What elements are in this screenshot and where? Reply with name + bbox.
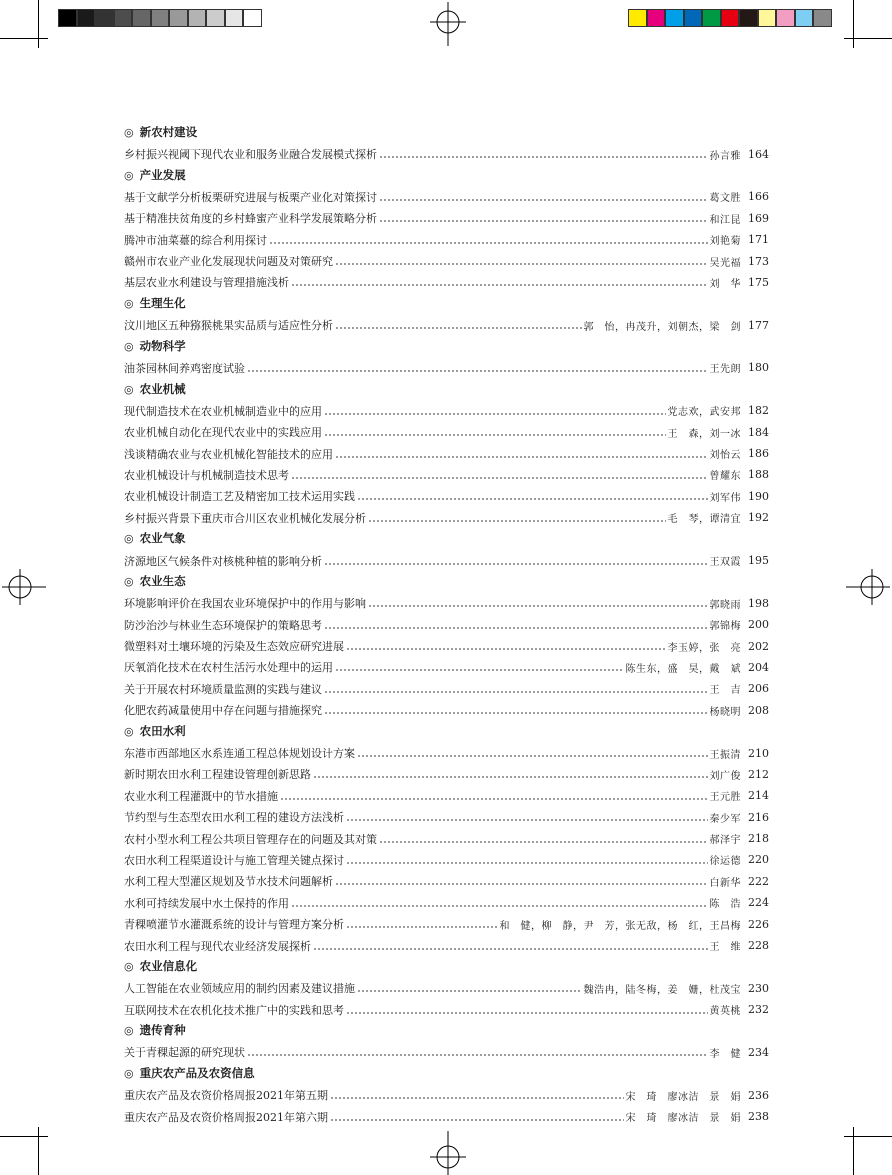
color-swatch bbox=[169, 9, 188, 27]
section-heading bbox=[124, 956, 769, 977]
toc-entry[interactable] bbox=[124, 250, 769, 271]
article-title: 汶川地区五种猕猴桃果实品质与适应性分析 bbox=[124, 319, 333, 333]
article-author: 李 健 bbox=[709, 1048, 741, 1060]
section-title-text: 生理生化 bbox=[139, 296, 186, 311]
dot-leader bbox=[335, 883, 708, 885]
article-author: 陈生东，盛 昊，戴 斌 bbox=[625, 663, 741, 675]
section-heading bbox=[124, 293, 769, 314]
dot-leader bbox=[357, 755, 708, 757]
article-title: 现代制造技术在农业机械制造业中的应用 bbox=[124, 404, 322, 418]
section-heading bbox=[124, 1020, 769, 1041]
page-number: 182 bbox=[748, 404, 769, 418]
article-title: 厌氧消化技术在农村生活污水处理中的运用 bbox=[124, 661, 333, 675]
article-title: 防沙治沙与林业生态环境保护的策略思考 bbox=[124, 618, 322, 632]
bullseye-icon: ◎ bbox=[124, 126, 134, 139]
dot-leader bbox=[269, 242, 708, 244]
article-author: 宋 琦 廖冰洁 景 娟 bbox=[625, 1091, 741, 1103]
dot-leader bbox=[346, 926, 498, 928]
color-swatch bbox=[647, 9, 666, 27]
section-heading bbox=[124, 122, 769, 143]
toc-entry[interactable] bbox=[124, 186, 769, 207]
crop-mark-bl-v bbox=[38, 1127, 39, 1175]
page-number: 204 bbox=[748, 660, 769, 674]
color-swatch bbox=[58, 9, 77, 27]
page-number: 175 bbox=[748, 275, 769, 289]
color-swatch bbox=[684, 9, 703, 27]
section-title-text: 农业气象 bbox=[139, 531, 186, 546]
toc-entry[interactable] bbox=[124, 1042, 769, 1063]
bullseye-icon: ◎ bbox=[124, 339, 134, 353]
registration-mark-top bbox=[430, 2, 466, 46]
page-number: 200 bbox=[748, 618, 769, 632]
article-author: 刘艳菊 bbox=[709, 236, 741, 248]
section-heading bbox=[124, 1063, 769, 1084]
toc-entry[interactable] bbox=[124, 486, 769, 507]
color-swatch bbox=[77, 9, 96, 27]
dot-leader bbox=[291, 477, 708, 479]
article-author: 郝泽宇 bbox=[709, 835, 741, 847]
toc-entry[interactable] bbox=[124, 1106, 769, 1127]
toc-entry[interactable] bbox=[124, 785, 769, 806]
article-title: 腾冲市油菜薹的综合利用探讨 bbox=[124, 233, 267, 247]
dot-leader bbox=[379, 841, 708, 843]
color-swatch bbox=[665, 9, 684, 27]
dot-leader bbox=[324, 413, 666, 415]
article-title: 关于开展农村环境质量监测的实践与建议 bbox=[124, 682, 322, 696]
crop-mark-tl-v bbox=[38, 0, 39, 48]
page-number: 232 bbox=[748, 1003, 769, 1017]
dot-leader bbox=[379, 156, 708, 158]
bullseye-icon: ◎ bbox=[124, 297, 134, 311]
crop-mark-tr-h bbox=[844, 38, 892, 39]
dot-leader bbox=[379, 199, 708, 201]
section-title-text: 重庆农产品及农资信息 bbox=[139, 1066, 255, 1081]
toc-entry[interactable] bbox=[124, 635, 769, 656]
dot-leader bbox=[324, 712, 708, 714]
page-number: 212 bbox=[748, 767, 769, 781]
section-heading bbox=[124, 571, 769, 592]
registration-mark-right bbox=[846, 569, 890, 605]
color-swatch bbox=[132, 9, 151, 27]
dot-leader bbox=[368, 605, 708, 607]
article-title: 农村小型水利工程公共项目管理存在的问题及其对策 bbox=[124, 832, 377, 846]
color-swatch bbox=[151, 9, 170, 27]
article-author: 魏浩冉，陆冬梅，姜 姗，杜茂宝 bbox=[583, 984, 741, 996]
color-swatch bbox=[114, 9, 133, 27]
article-author: 党志欢，武安邦 bbox=[667, 407, 741, 419]
section-heading bbox=[124, 721, 769, 742]
article-author: 白新华 bbox=[709, 877, 741, 889]
dot-leader bbox=[324, 627, 708, 629]
bullseye-icon: ◎ bbox=[124, 1024, 134, 1038]
dot-leader bbox=[247, 370, 708, 372]
article-title: 化肥农药减量使用中存在问题与措施探究 bbox=[124, 704, 322, 718]
toc-entry[interactable] bbox=[124, 913, 769, 934]
dot-leader bbox=[346, 862, 708, 864]
section-title-text: 动物科学 bbox=[139, 338, 186, 353]
article-title: 东港市西部地区水系连通工程总体规划设计方案 bbox=[124, 747, 355, 761]
registration-mark-left bbox=[2, 569, 46, 605]
process-color-bar bbox=[628, 9, 832, 27]
dot-leader bbox=[335, 263, 708, 265]
dot-leader bbox=[335, 327, 582, 329]
dot-leader bbox=[335, 669, 624, 671]
article-author: 吴光福 bbox=[709, 257, 741, 269]
page-number: 234 bbox=[748, 1045, 769, 1059]
toc-entry[interactable] bbox=[124, 892, 769, 913]
dot-leader bbox=[379, 220, 708, 222]
toc-entry[interactable] bbox=[124, 443, 769, 464]
article-title: 农业机械设计与机械制造技术思考 bbox=[124, 468, 289, 482]
article-title: 济源地区气候条件对核桃种植的影响分析 bbox=[124, 554, 322, 568]
article-author: 王 吉 bbox=[709, 685, 741, 697]
color-swatch bbox=[776, 9, 795, 27]
crop-mark-br-v bbox=[853, 1127, 854, 1175]
dot-leader bbox=[280, 798, 708, 800]
page-number: 198 bbox=[748, 596, 769, 610]
crop-mark-br-h bbox=[844, 1136, 892, 1137]
toc-entry[interactable] bbox=[124, 208, 769, 229]
grayscale-color-bar bbox=[58, 9, 262, 27]
article-author: 徐运德 bbox=[709, 856, 741, 868]
section-heading bbox=[124, 336, 769, 357]
section-title-text: 产业发展 bbox=[139, 167, 186, 182]
page-number: 226 bbox=[748, 917, 769, 931]
article-author: 郭晓雨 bbox=[709, 599, 741, 611]
bullseye-icon: ◎ bbox=[124, 382, 134, 396]
color-swatch bbox=[795, 9, 814, 27]
article-author: 王振清 bbox=[709, 749, 741, 761]
article-title: 水利可持续发展中水土保持的作用 bbox=[124, 896, 289, 910]
article-author: 曾耀东 bbox=[709, 471, 741, 483]
article-title: 浅谈精确农业与农业机械化智能技术的应用 bbox=[124, 447, 333, 461]
page-number: 186 bbox=[748, 447, 769, 461]
toc-entry[interactable] bbox=[124, 614, 769, 635]
page-number: 216 bbox=[748, 810, 769, 824]
registration-mark-bottom bbox=[430, 1131, 466, 1175]
page-number: 214 bbox=[748, 789, 769, 803]
toc-entry[interactable] bbox=[124, 807, 769, 828]
article-title: 重庆农产品及农资价格周报2021年第六期 bbox=[124, 1110, 328, 1124]
section-title-text: 农田水利 bbox=[139, 723, 186, 738]
dot-leader bbox=[357, 498, 708, 500]
page-number: 180 bbox=[748, 361, 769, 375]
bullseye-icon: ◎ bbox=[124, 575, 134, 589]
article-author: 和江昆 bbox=[709, 214, 741, 226]
article-author: 秦少军 bbox=[709, 813, 741, 825]
dot-leader bbox=[247, 1054, 708, 1056]
page-number: 177 bbox=[748, 318, 769, 332]
dot-leader bbox=[330, 1119, 624, 1121]
article-author: 王 森，刘一冰 bbox=[667, 428, 741, 440]
page-number: 218 bbox=[748, 832, 769, 846]
page-number: 224 bbox=[748, 896, 769, 910]
article-title: 农业机械设计制造工艺及精密加工技术运用实践 bbox=[124, 490, 355, 504]
dot-leader bbox=[324, 691, 708, 693]
page-number: 188 bbox=[748, 468, 769, 482]
page-number: 208 bbox=[748, 703, 769, 717]
toc-entry[interactable] bbox=[124, 400, 769, 421]
dot-leader bbox=[313, 776, 708, 778]
article-title: 关于青稞起源的研究现状 bbox=[124, 1046, 245, 1060]
color-swatch bbox=[758, 9, 777, 27]
section-title-text: 农业信息化 bbox=[139, 959, 198, 974]
toc-entry[interactable] bbox=[124, 871, 769, 892]
section-heading bbox=[124, 379, 769, 400]
article-author: 李玉婷，张 亮 bbox=[667, 642, 741, 654]
bullseye-icon: ◎ bbox=[124, 532, 134, 546]
page-number: 236 bbox=[748, 1088, 769, 1102]
article-author: 刘广俊 bbox=[709, 770, 741, 782]
page-number: 228 bbox=[748, 939, 769, 953]
toc-entry[interactable] bbox=[124, 657, 769, 678]
toc-entry[interactable] bbox=[124, 143, 769, 164]
table-of-contents bbox=[124, 122, 769, 1127]
page-number: 166 bbox=[748, 190, 769, 204]
toc-entry[interactable] bbox=[124, 935, 769, 956]
toc-entry[interactable] bbox=[124, 550, 769, 571]
article-title: 人工智能在农业领域应用的制约因素及建议措施 bbox=[124, 982, 355, 996]
article-title: 基层农业水利建设与管理措施浅析 bbox=[124, 276, 289, 290]
toc-entry[interactable] bbox=[124, 421, 769, 442]
article-title: 油茶园林间养鸡密度试验 bbox=[124, 361, 245, 375]
dot-leader bbox=[368, 520, 666, 522]
dot-leader bbox=[335, 456, 708, 458]
article-title: 农田水利工程与现代农业经济发展探析 bbox=[124, 939, 311, 953]
article-title: 基于文献学分析板栗研究进展与板栗产业化对策探讨 bbox=[124, 190, 377, 204]
article-title: 重庆农产品及农资价格周报2021年第五期 bbox=[124, 1089, 328, 1103]
toc-entry[interactable] bbox=[124, 742, 769, 763]
section-title-text: 遗传育种 bbox=[139, 1023, 186, 1038]
crop-mark-tr-v bbox=[853, 0, 854, 48]
toc-entry[interactable] bbox=[124, 593, 769, 614]
article-author: 王元胜 bbox=[709, 792, 741, 804]
dot-leader bbox=[346, 1012, 708, 1014]
article-title: 环境影响评价在我国农业环境保护中的作用与影响 bbox=[124, 597, 366, 611]
page-number: 202 bbox=[748, 639, 769, 653]
color-swatch bbox=[628, 9, 647, 27]
article-title: 农业机械自动化在现代农业中的实践应用 bbox=[124, 426, 322, 440]
page-number: 222 bbox=[748, 874, 769, 888]
dot-leader bbox=[324, 563, 708, 565]
article-author: 刘军伟 bbox=[709, 492, 741, 504]
page-number: 184 bbox=[748, 425, 769, 439]
dot-leader bbox=[291, 284, 708, 286]
page-number: 192 bbox=[748, 511, 769, 525]
color-swatch bbox=[188, 9, 207, 27]
dot-leader bbox=[357, 990, 582, 992]
toc-entry[interactable] bbox=[124, 764, 769, 785]
toc-entry[interactable] bbox=[124, 700, 769, 721]
dot-leader bbox=[291, 905, 708, 907]
page-number: 173 bbox=[748, 254, 769, 268]
toc-entry[interactable] bbox=[124, 464, 769, 485]
toc-entry[interactable] bbox=[124, 315, 769, 336]
dot-leader bbox=[324, 434, 666, 436]
article-title: 乡村振兴视阈下现代农业和服务业融合发展模式探析 bbox=[124, 148, 377, 162]
article-title: 微塑料对土壤环境的污染及生态效应研究进展 bbox=[124, 640, 344, 654]
article-author: 黄英桃 bbox=[709, 1006, 741, 1018]
article-author: 陈 浩 bbox=[709, 899, 741, 911]
section-title-text: 新农村建设 bbox=[139, 125, 198, 139]
toc-entry[interactable] bbox=[124, 229, 769, 250]
article-author: 孙言雅 bbox=[709, 150, 741, 162]
article-title: 节约型与生态型农田水利工程的建设方法浅析 bbox=[124, 811, 344, 825]
page-number: 238 bbox=[748, 1110, 769, 1124]
toc-entry[interactable] bbox=[124, 357, 769, 378]
page-number: 169 bbox=[748, 211, 769, 225]
page-number: 164 bbox=[748, 147, 769, 161]
toc-entry[interactable] bbox=[124, 978, 769, 999]
article-author: 王双霞 bbox=[709, 557, 741, 568]
article-title: 农田水利工程渠道设计与施工管理关键点探讨 bbox=[124, 853, 344, 867]
article-title: 乡村振兴背景下重庆市合川区农业机械化发展分析 bbox=[124, 511, 366, 525]
article-author: 郭锦梅 bbox=[709, 621, 741, 633]
page-number: 230 bbox=[748, 981, 769, 995]
crop-mark-tl-h bbox=[0, 38, 48, 39]
color-swatch bbox=[206, 9, 225, 27]
section-title-text: 农业机械 bbox=[139, 381, 186, 396]
dot-leader bbox=[330, 1097, 624, 1099]
page-number: 210 bbox=[748, 746, 769, 760]
color-swatch bbox=[739, 9, 758, 27]
article-author: 刘怡云 bbox=[709, 450, 741, 462]
section-title-text: 农业生态 bbox=[139, 574, 186, 589]
bullseye-icon: ◎ bbox=[124, 724, 134, 738]
article-title: 互联网技术在农机化技术推广中的实践和思考 bbox=[124, 1003, 344, 1017]
bullseye-icon: ◎ bbox=[124, 168, 134, 182]
color-swatch bbox=[243, 9, 262, 27]
article-author: 毛 琴，谭清宜 bbox=[667, 514, 741, 526]
color-swatch bbox=[702, 9, 721, 27]
toc-entry[interactable] bbox=[124, 828, 769, 849]
article-author: 刘 华 bbox=[709, 278, 741, 290]
article-author: 葛文胜 bbox=[709, 193, 741, 205]
toc-entry[interactable] bbox=[124, 272, 769, 293]
dot-leader bbox=[313, 948, 708, 950]
section-heading bbox=[124, 165, 769, 186]
bullseye-icon: ◎ bbox=[124, 960, 134, 974]
article-title: 水利工程大型灌区规划及节水技术问题解析 bbox=[124, 875, 333, 889]
page-number: 195 bbox=[748, 554, 769, 567]
color-swatch bbox=[225, 9, 244, 27]
toc-entry[interactable] bbox=[124, 999, 769, 1020]
toc-entry[interactable] bbox=[124, 849, 769, 870]
dot-leader bbox=[346, 819, 708, 821]
toc-entry[interactable] bbox=[124, 1085, 769, 1106]
article-title: 农业水利工程灌溉中的节水措施 bbox=[124, 789, 278, 803]
page-number: 171 bbox=[748, 233, 769, 247]
article-title: 基于精准扶贫角度的乡村蜂蜜产业科学发展策略分析 bbox=[124, 212, 377, 226]
article-title: 赣州市农业产业化发展现状问题及对策研究 bbox=[124, 255, 333, 269]
color-swatch bbox=[721, 9, 740, 27]
article-title: 青稞喷灌节水灌溉系统的设计与管理方案分析 bbox=[124, 918, 344, 932]
article-author: 和 健，柳 静，尹 芳，张无敌，杨 红，王昌梅 bbox=[499, 920, 741, 932]
toc-entry[interactable] bbox=[124, 678, 769, 699]
page-number: 206 bbox=[748, 682, 769, 696]
color-swatch bbox=[813, 9, 832, 27]
page-number: 220 bbox=[748, 853, 769, 867]
article-author: 王 维 bbox=[709, 942, 741, 954]
article-author: 杨晓明 bbox=[709, 706, 741, 718]
crop-mark-bl-h bbox=[0, 1136, 48, 1137]
toc-entry[interactable] bbox=[124, 507, 769, 528]
section-heading bbox=[124, 528, 769, 549]
dot-leader bbox=[346, 648, 666, 650]
article-author: 王先朗 bbox=[709, 364, 741, 376]
article-author: 宋 琦 廖冰洁 景 娟 bbox=[625, 1113, 741, 1125]
page-number: 190 bbox=[748, 489, 769, 503]
bullseye-icon: ◎ bbox=[124, 1067, 134, 1081]
article-author: 郭 怡，冉茂升，刘朝杰，梁 剑 bbox=[583, 321, 741, 333]
color-swatch bbox=[95, 9, 114, 27]
article-title: 新时期农田水利工程建设管理创新思路 bbox=[124, 768, 311, 782]
